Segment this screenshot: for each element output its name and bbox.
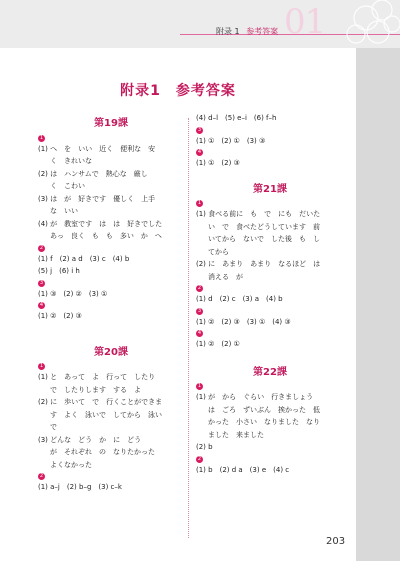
answer-line: (2) に 歩いて で 行くことができま (38, 398, 163, 406)
answer-line: あっ 良く も も 多い か へ (50, 232, 162, 240)
exercise-marker-icon: 3 (39, 279, 44, 286)
answer-line: (1) ② (2) ① (196, 340, 240, 348)
answer-line: (1) a–j (2) b–g (3) c–k (38, 483, 122, 491)
exercise-marker-icon: 4 (39, 302, 44, 308)
answer-line: が それぞれ の なりたかった (50, 448, 155, 456)
answer-line: (4) が 教室です は は 好きでした (38, 219, 163, 228)
answer-line: (1) が から ぐらい 行きましょう (196, 393, 314, 401)
exercise-marker-icon: 2 (39, 244, 44, 251)
answer-line: かった 小さい なりました なり (208, 418, 320, 426)
running-title (216, 26, 278, 37)
lesson-heading: 第21課 (253, 183, 287, 195)
side-band (356, 48, 400, 561)
answer-line: ました 来ました (208, 430, 264, 439)
page-title: 附录1 参考答案 (120, 83, 236, 99)
answer-line: (1) f (2) a d (3) c (4) b (38, 254, 130, 263)
answer-line: い で 食べたどうしています 前 (208, 222, 320, 231)
exercise-marker-icon: 2 (39, 473, 44, 479)
lesson-heading: 第22課 (253, 366, 287, 378)
answer-line: (3) は が 好きです 優しく 上手 (38, 194, 156, 203)
right-column (196, 112, 344, 476)
running-title-text: 参考答案 (246, 27, 279, 36)
answer-line: (1) へ を いい 近く 便利な 安 (38, 144, 156, 153)
answer-line: (4) d–l (5) e–i (6) f–h (196, 114, 277, 122)
exercise-marker-icon: 4 (197, 330, 202, 336)
answer-line: (1) ② (2) ③ (38, 312, 82, 320)
answer-line: 消える が (208, 272, 243, 281)
exercise-marker-icon: 1 (197, 200, 202, 206)
answer-line: よくなかった (50, 460, 92, 469)
column-divider (188, 118, 189, 538)
answer-line: (1) と あって よ 行って したり (38, 373, 156, 381)
answer-line: す よく 泳いで してから 泳い (50, 410, 162, 419)
running-label: 附录 1 (216, 27, 240, 36)
exercise-marker-icon: 1 (39, 134, 44, 141)
answer-line: (1) ② (2) ③ (3) ① (4) ③ (196, 317, 291, 326)
exercise-marker-icon: 1 (197, 383, 202, 389)
answer-line: で (50, 423, 57, 431)
answer-line: く こわい (50, 182, 85, 190)
answer-line: (5) j (6) i h (38, 267, 80, 275)
answer-line: てから (208, 247, 229, 256)
answer-line: (1) b (2) d a (3) e (4) c (196, 465, 290, 474)
exercise-marker-icon: 1 (39, 363, 44, 369)
exercise-marker-icon: 2 (197, 455, 202, 462)
flower-ornament-icon (326, 0, 400, 48)
page-number: 203 (326, 536, 346, 547)
lesson-heading: 第20課 (94, 346, 128, 358)
answer-line: (1) 食べる前に も で にも だいた (196, 210, 321, 218)
chapter-number: 01 (284, 2, 326, 42)
exercise-marker-icon: 4 (197, 149, 202, 155)
lesson-heading: 第19課 (94, 118, 128, 129)
answer-line: いてから ないで した後 も し (208, 235, 320, 243)
exercise-marker-icon: 3 (197, 126, 202, 133)
answer-line: (1) ① (2) ③ (196, 159, 240, 167)
answer-line: (2) に あまり あまり なるほど は (196, 260, 321, 268)
answer-line: な いい (50, 207, 78, 215)
answer-line: は ごろ ずいぶん 挨かった 低 (208, 405, 320, 414)
answer-line: (1) d (2) c (3) a (4) b (196, 295, 283, 303)
exercise-marker-icon: 3 (197, 307, 202, 314)
left-column (38, 112, 184, 494)
answer-line: (1) ① (2) ① (3) ③ (196, 136, 266, 145)
answer-line: (1) ③ (2) ② (3) ① (38, 289, 108, 298)
answer-line: (3) どんな どう か に どう (38, 435, 142, 444)
answer-line: く きれいな (50, 157, 92, 165)
answer-line: (2) は ハンサムで 熱心な 厳し (38, 169, 148, 178)
exercise-marker-icon: 2 (197, 285, 202, 291)
answer-line: (2) b (196, 443, 213, 451)
answer-line: で したりします する よ (50, 385, 141, 394)
